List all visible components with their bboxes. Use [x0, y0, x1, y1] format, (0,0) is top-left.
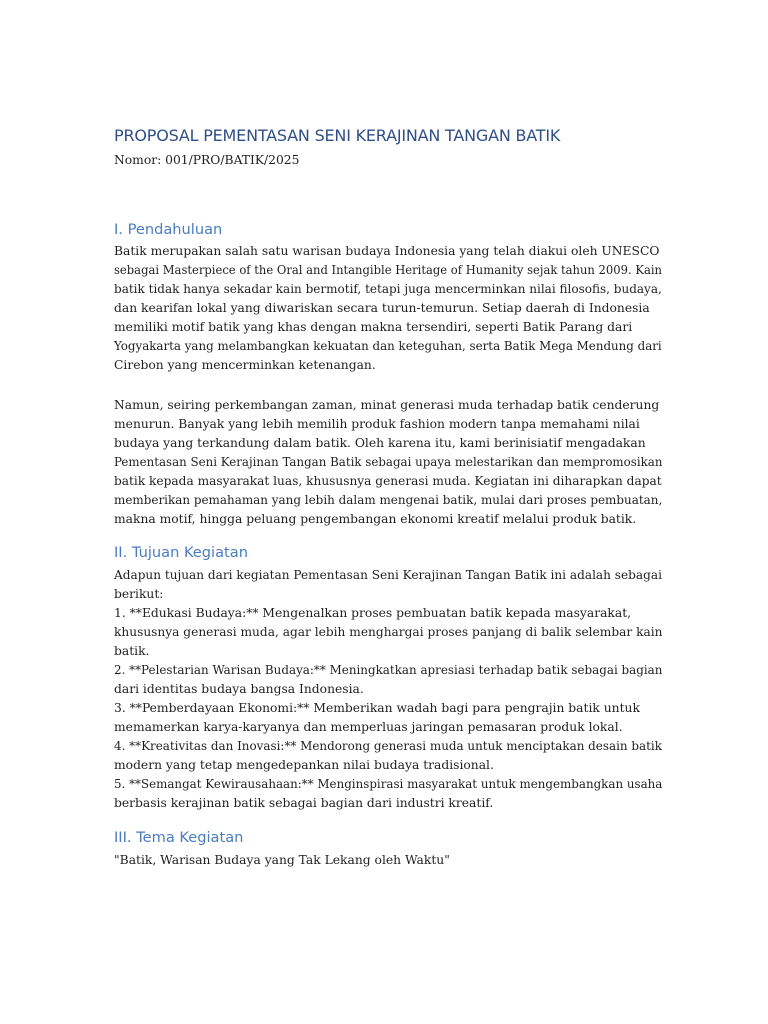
- pendahuluan-paragraph-2: [114, 396, 662, 529]
- text-line: dan kearifan lokal yang diwariskan secara turun-temurun. Setiap daerah di Indonesia: [114, 301, 650, 315]
- list-item: 1. **Edukasi Budaya:** Mengenalkan proses pembuatan batik kepada masyarakat,: [114, 606, 632, 620]
- text-line: batik.: [114, 644, 150, 658]
- text-line: Adapun tujuan dari kegiatan Pementasan Seni Kerajinan Tangan Batik ini adalah sebagai: [114, 568, 662, 582]
- text-line: sebagai Masterpiece of the Oral and Intangible Heritage of Humanity sejak tahun 2009. Kain: [114, 263, 662, 277]
- section-heading-tema: III. Tema Kegiatan: [114, 829, 244, 846]
- text-line: batik tidak hanya sekadar kain bermotif, tetapi juga mencerminkan nilai filosofis, budaya,: [114, 282, 662, 296]
- text-line: Pementasan Seni Kerajinan Tangan Batik sebagai upaya melestarikan dan mempromosikan: [114, 455, 663, 469]
- text-line: berbasis kerajinan batik sebagai bagian dari industri kreatif.: [114, 796, 494, 810]
- text-line: dari identitas budaya bangsa Indonesia.: [114, 682, 364, 696]
- list-item: 4. **Kreativitas dan Inovasi:** Mendorong generasi muda untuk menciptakan desain batik: [114, 739, 662, 753]
- tujuan-list: [114, 566, 662, 813]
- text-line: berikut:: [114, 587, 164, 601]
- text-line: batik kepada masyarakat luas, khususnya generasi muda. Kegiatan ini diharapkan dapat: [114, 474, 662, 488]
- text-line: modern yang tetap mengedepankan nilai budaya tradisional.: [114, 758, 494, 772]
- list-item: 2. **Pelestarian Warisan Budaya:** Meningkatkan apresiasi terhadap batik sebagai bagian: [114, 663, 663, 677]
- theme-quote: "Batik, Warisan Budaya yang Tak Lekang oleh Waktu": [114, 853, 450, 867]
- document-number: Nomor: 001/PRO/BATIK/2025: [114, 153, 300, 167]
- text-line: Yogyakarta yang melambangkan kekuatan dan keteguhan, serta Batik Mega Mendung dari: [114, 339, 662, 353]
- text-line: Cirebon yang mencerminkan ketenangan.: [114, 358, 376, 372]
- text-line: memamerkan karya-karyanya dan memperluas jaringan pemasaran produk lokal.: [114, 720, 623, 734]
- text-line: menurun. Banyak yang lebih memilih produk fashion modern tanpa memahami nilai: [114, 417, 640, 431]
- text-line: makna motif, hingga peluang pengembangan ekonomi kreatif melalui produk batik.: [114, 512, 637, 526]
- text-line: Namun, seiring perkembangan zaman, minat generasi muda terhadap batik cenderung: [114, 398, 660, 412]
- list-item: 5. **Semangat Kewirausahaan:** Menginspirasi masyarakat untuk mengembangkan usaha: [114, 777, 663, 791]
- tema-text: [114, 851, 662, 870]
- document-title: PROPOSAL PEMENTASAN SENI KERAJINAN TANGAN BATIK: [114, 126, 561, 145]
- text-line: memberikan pemahaman yang lebih dalam mengenai batik, mulai dari proses pembuatan,: [114, 493, 663, 507]
- text-line: memiliki motif batik yang khas dengan makna tersendiri, seperti Batik Parang dari: [114, 320, 633, 334]
- list-item: 3. **Pemberdayaan Ekonomi:** Memberikan wadah bagi para pengrajin batik untuk: [114, 701, 640, 715]
- text-line: budaya yang terkandung dalam batik. Oleh karena itu, kami berinisiatif mengadakan: [114, 436, 646, 450]
- pendahuluan-paragraph-1: [114, 242, 662, 375]
- section-heading-pendahuluan: I. Pendahuluan: [114, 221, 223, 238]
- section-heading-tujuan: II. Tujuan Kegiatan: [114, 544, 248, 561]
- text-line: Batik merupakan salah satu warisan budaya Indonesia yang telah diakui oleh UNESCO: [114, 244, 660, 258]
- text-line: khususnya generasi muda, agar lebih menghargai proses panjang di balik selembar kain: [114, 625, 663, 639]
